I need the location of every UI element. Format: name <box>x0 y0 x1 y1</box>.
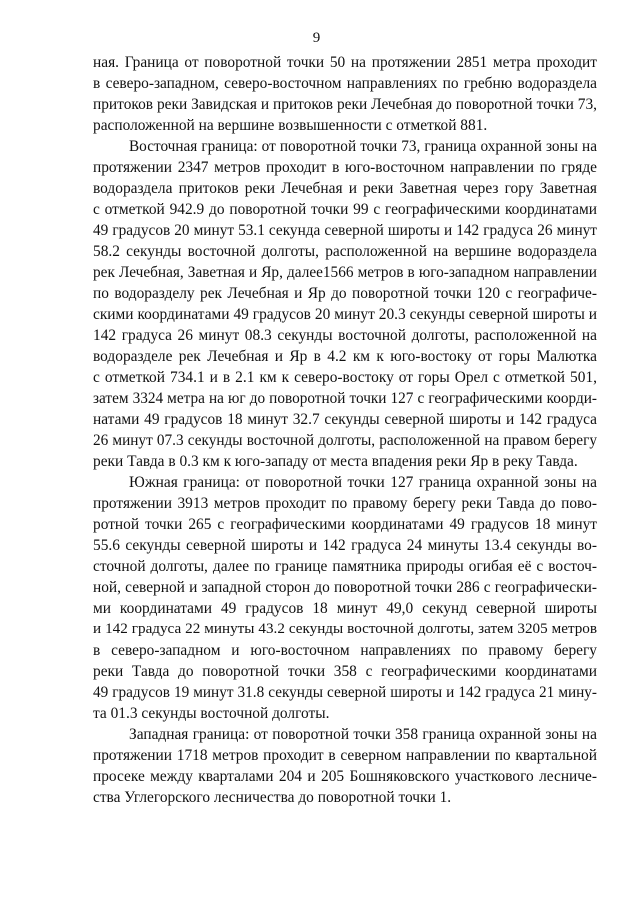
text-line: протяжении 1718 метров проходит в северном направлении по квартальной <box>93 747 597 764</box>
text-line: притоков реки Завидская и притоков реки Лечебная до поворотной точки 73, <box>93 96 597 113</box>
paragraph-continuation <box>93 52 597 136</box>
text-line: 58.2 секунды восточной долготы, расположенной на вершине водораздела <box>93 243 597 260</box>
text-line: просеке между кварталами 204 и 205 Бошняковского участкового лесниче- <box>93 768 597 785</box>
text-line: в северо-западном и юго-восточном направлениях по правому берегу <box>93 642 597 659</box>
text-line: реки Тавда в 0.3 км к юго-западу от места впадения реки Яр в реку Тавда. <box>93 453 578 470</box>
text-line: 26 минут 07.3 секунды восточной долготы, расположенной на правом берегу <box>93 432 597 449</box>
text-line: в северо-западном, северо-восточном направлениях по гребню водораздела <box>93 75 597 92</box>
text-line: сточной долготы, далее по границе памятника природы огибая её с восточ- <box>93 558 597 575</box>
text-line: та 01.3 секунды восточной долготы. <box>93 705 330 722</box>
text-line: 49 градусов 19 минут 31.8 секунды северной широты и 142 градуса 21 мину- <box>93 684 597 701</box>
text-line: с отметкой 942.9 до поворотной точки 99 с географическими координатами <box>93 201 597 218</box>
paragraph-eastern-boundary <box>93 136 597 472</box>
text-line: ства Углегорского лесничества до поворотной точки 1. <box>93 789 452 806</box>
text-line: реки Тавда до поворотной точки 358 с географическими координатами <box>93 663 597 680</box>
text-line: 55.6 секунды северной широты и 142 градуса 24 минуты 13.4 секунды во- <box>93 537 597 554</box>
paragraph-western-boundary <box>93 724 597 808</box>
text-line: скими координатами 49 градусов 20 минут 20.3 секунды северной широты и <box>93 306 597 323</box>
text-line: ная. Граница от поворотной точки 50 на протяжении 2851 метра проходит <box>93 54 597 71</box>
text-line: 49 градусов 20 минут 53.1 секунда северной широты и 142 градуса 26 минут <box>93 222 597 239</box>
text-line: водоразделе рек Лечебная и Яр в 4.2 км к юго-востоку от горы Малютка <box>93 348 597 365</box>
text-line: ми координатами 49 градусов 18 минут 49,0 секунд северной широты <box>93 600 597 617</box>
text-line: с отметкой 734.1 и в 2.1 км к северо-востоку от горы Орел с отметкой 501, <box>93 369 597 386</box>
text-line: ротной точки 265 с географическими координатами 49 градусов 18 минут <box>93 516 597 533</box>
page-number: 9 <box>312 30 321 46</box>
text-line: Западная граница: от поворотной точки 358 граница охранной зоны на <box>129 726 597 743</box>
text-line: и 142 градуса 22 минуты 43.2 секунды восточной долготы, затем 3205 метров <box>93 621 597 637</box>
text-line: протяжении 3913 метров проходит по правому берегу реки Тавда до пово- <box>93 495 597 512</box>
text-line: протяжении 2347 метров проходит в юго-восточном направлении по гряде <box>93 159 597 176</box>
text-line: Восточная граница: от поворотной точки 73, граница охранной зоны на <box>129 138 597 155</box>
text-line: водораздела притоков реки Лечебная и реки Заветная через гору Заветная <box>93 180 597 197</box>
text-line: затем 3324 метра на юг до поворотной точки 127 с географическими коорди- <box>93 390 597 407</box>
text-line: рек Лечебная, Заветная и Яр, далее1566 метров в юго-западном направлении <box>93 264 597 281</box>
text-line: расположенной на вершине возвышенности с отметкой 881. <box>93 117 488 134</box>
text-line: натами 49 градусов 18 минут 32.7 секунды северной широты и 142 градуса <box>93 411 597 428</box>
text-line: ной, северной и западной сторон до поворотной точки 286 с географически- <box>93 579 597 596</box>
paragraph-southern-boundary <box>93 472 597 724</box>
text-line: 142 градуса 26 минут 08.3 секунды восточной долготы, расположенной на <box>93 327 597 344</box>
text-line: по водоразделу рек Лечебная и Яр до поворотной точки 120 с географиче- <box>93 285 597 302</box>
document-body <box>93 52 597 808</box>
text-line: Южная граница: от поворотной точки 127 граница охранной зоны на <box>129 474 597 491</box>
